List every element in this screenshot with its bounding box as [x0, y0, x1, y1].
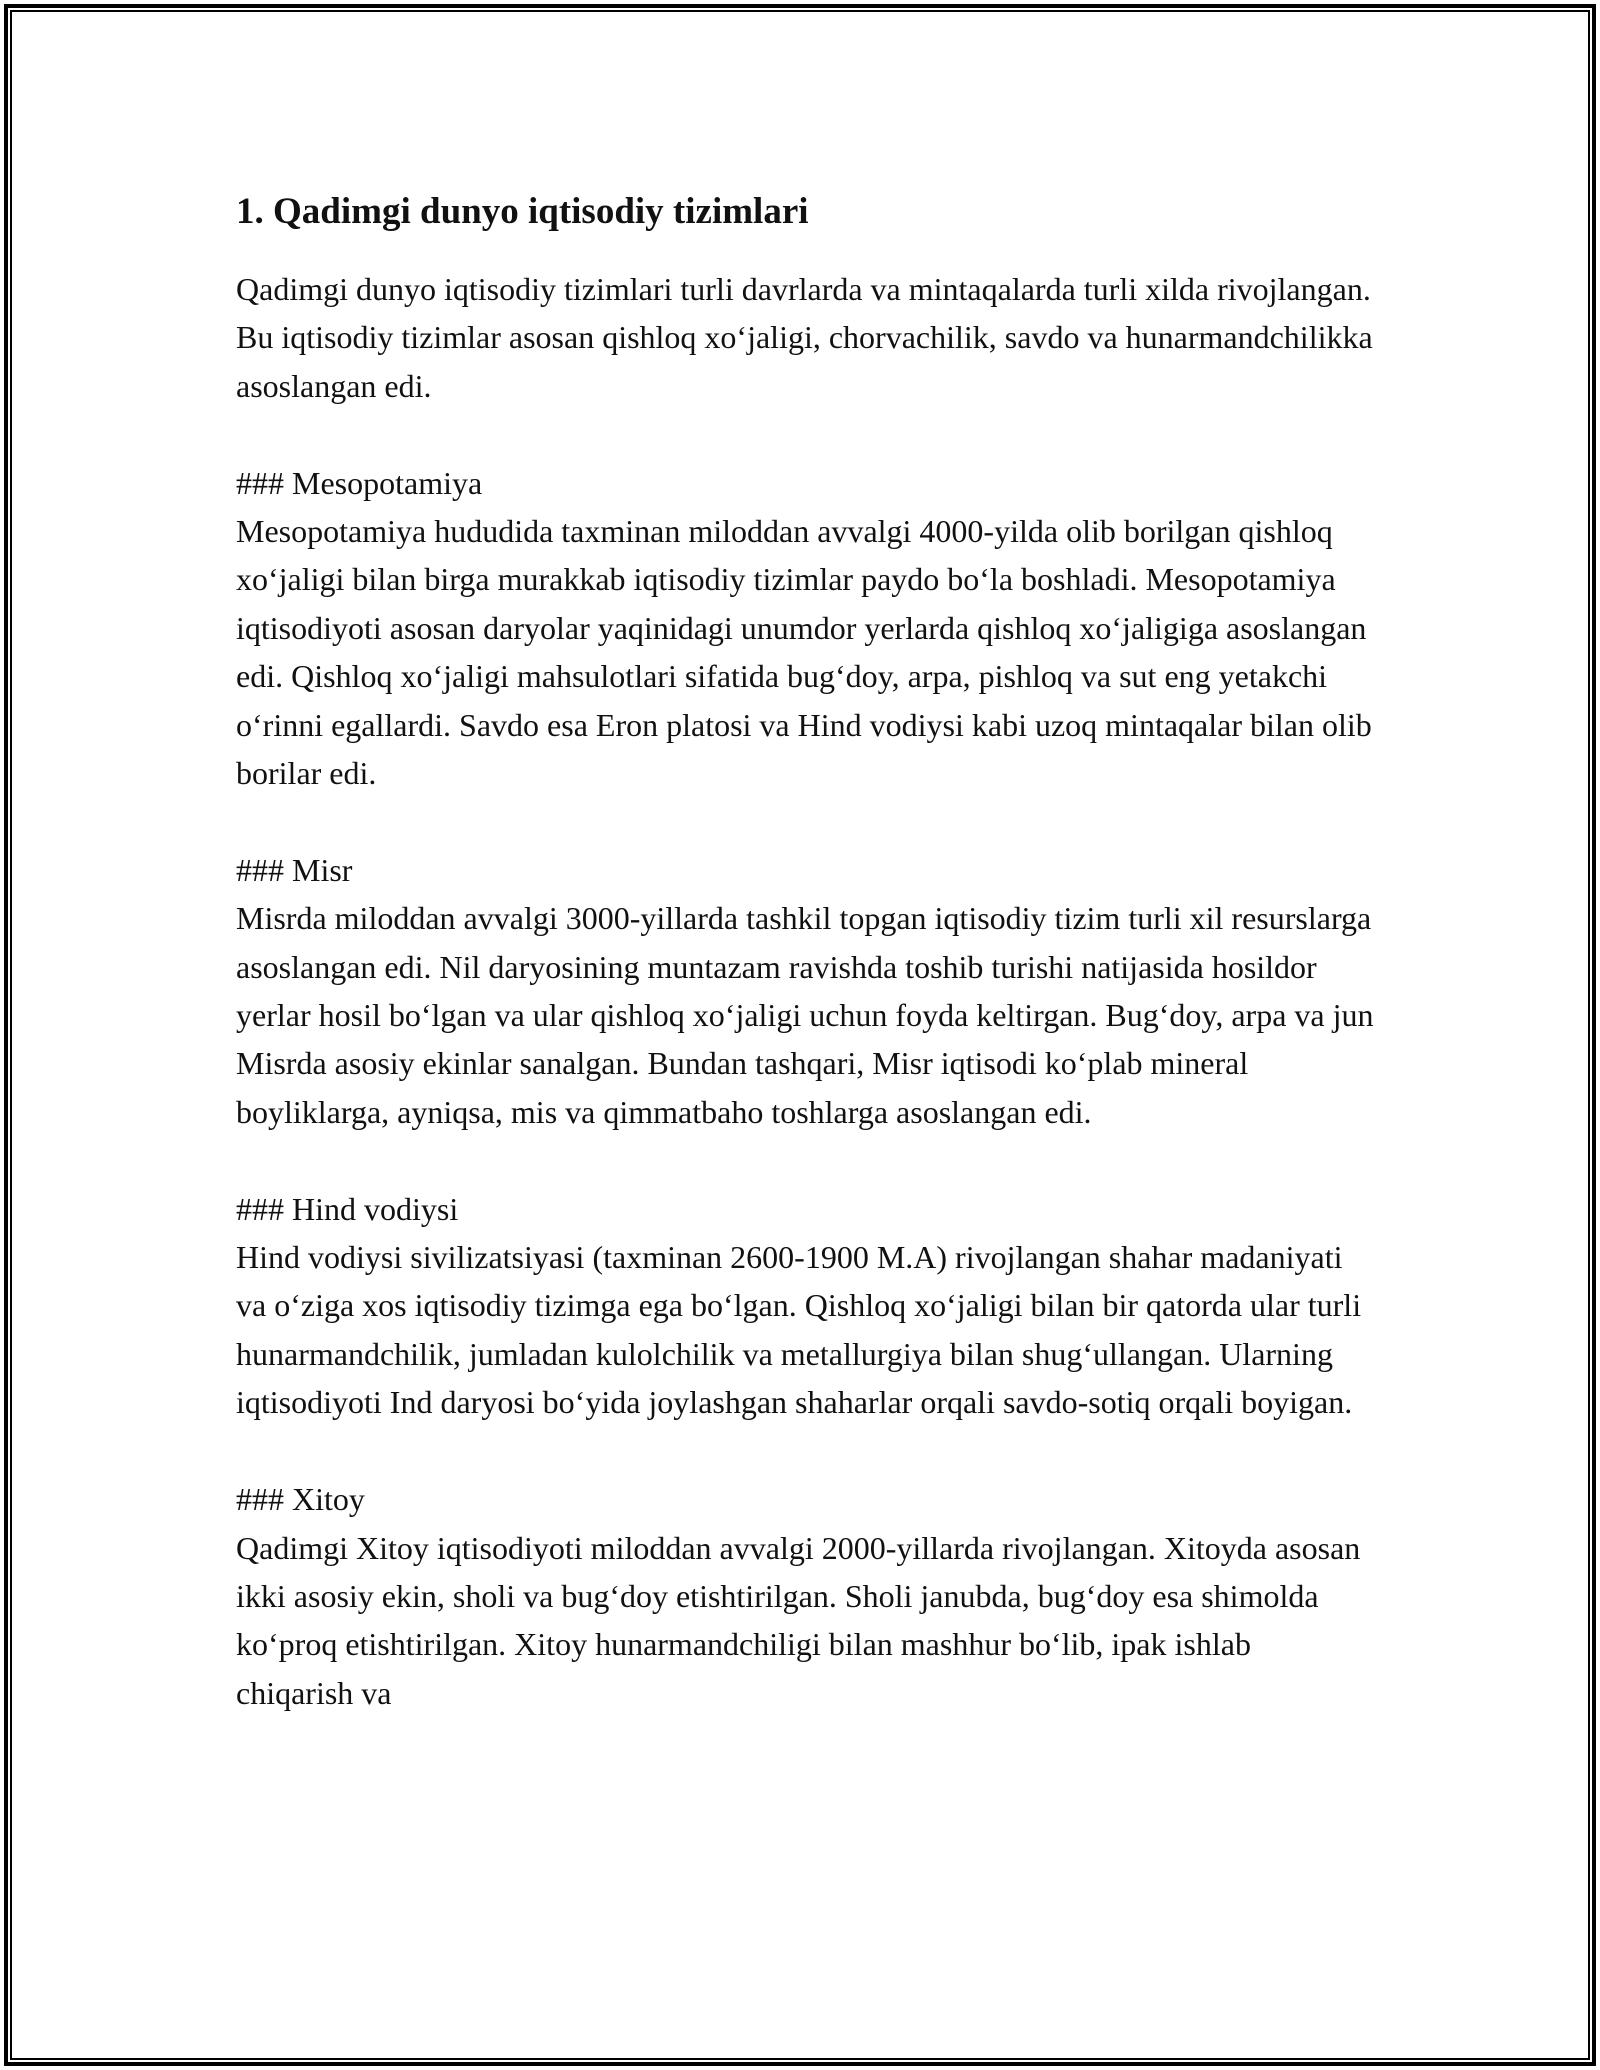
section-heading-mesopotamiya: ### Mesopotamiya [236, 464, 483, 501]
section-heading-hind-vodiysi: ### Hind vodiysi [236, 1190, 459, 1227]
paragraph-gap [236, 1427, 1376, 1475]
section-heading-xitoy: ### Xitoy [236, 1481, 365, 1518]
section-text-mesopotamiya: Mesopotamiya hududida taxminan miloddan avvalgi 4000-yilda olib borilgan qishloq xo‘jaligi bilan birga murakkab iqtisodiy tizimlar paydo bo‘la boshladi. Mesopotamiya iqtisodiyoti asosan daryolar yaqinidagi unumdor yerlarda qishloq xo‘jaligiga asoslangan edi. Qishloq xo‘jaligi mahsulotlari sifatida bug‘doy, arpa, pishloq va sut eng yetakchi o‘rinni egallardi. Savdo esa Eron platosi va Hind vodiysi kabi uzoq mintaqalar bilan olib borilar edi. [236, 513, 1372, 792]
section-text-misr: Misrda miloddan avvalgi 3000-yillarda tashkil topgan iqtisodiy tizim turli xil resurslarga asoslangan edi. Nil daryosining muntazam ravishda toshib turishi natijasida hosildor yerlar hosil bo‘lgan va ular qishloq xo‘jaligi uchun foyda keltirgan. Bug‘doy, arpa va jun Misrda asosiy ekinlar sanalgan. Bundan tashqari, Misr iqtisodi ko‘plab mineral boyliklarga, ayniqsa, mis va qimmatbaho toshlarga asoslangan edi. [236, 900, 1374, 1130]
paragraph-gap [236, 797, 1376, 845]
document-title: 1. Qadimgi dunyo iqtisodiy tizimlari [236, 191, 809, 232]
section-text-hind-vodiysi: Hind vodiysi sivilizatsiyasi (taxminan 2600-1900 M.A) rivojlangan shahar madaniyati va o‘ziga xos iqtisodiy tizimga ega bo‘lgan. Qishloq xo‘jaligi bilan bir qatorda ular turli hunarmandchilik, jumladan kulolchilik va metallurgiya bilan shug‘ullangan. Ularning iqtisodiyoti Ind daryosi bo‘yida joylashgan shaharlar orqali savdo-sotiq orqali boyigan. [236, 1239, 1362, 1421]
document-body [236, 186, 1376, 1717]
paragraph-gap [236, 1136, 1376, 1184]
paragraph-gap [236, 410, 1376, 458]
section-text-xitoy: Qadimgi Xitoy iqtisodiyoti miloddan avvalgi 2000-yillarda rivojlangan. Xitoyda asosan ikki asosiy ekin, sholi va bug‘doy etishtirilgan. Sholi janubda, bug‘doy esa shimolda ko‘proq etishtirilgan. Xitoy hunarmandchiligi bilan mashhur bo‘lib, ipak ishlab chiqarish va [236, 1529, 1361, 1711]
intro-paragraph: Qadimgi dunyo iqtisodiy tizimlari turli davrlarda va mintaqalarda turli xilda rivojlangan. Bu iqtisodiy tizimlar asosan qishloq xo‘jaligi, chorvachilik, savdo va hunarmandchilikka asoslangan edi. [236, 271, 1373, 404]
section-heading-misr: ### Misr [236, 851, 353, 888]
